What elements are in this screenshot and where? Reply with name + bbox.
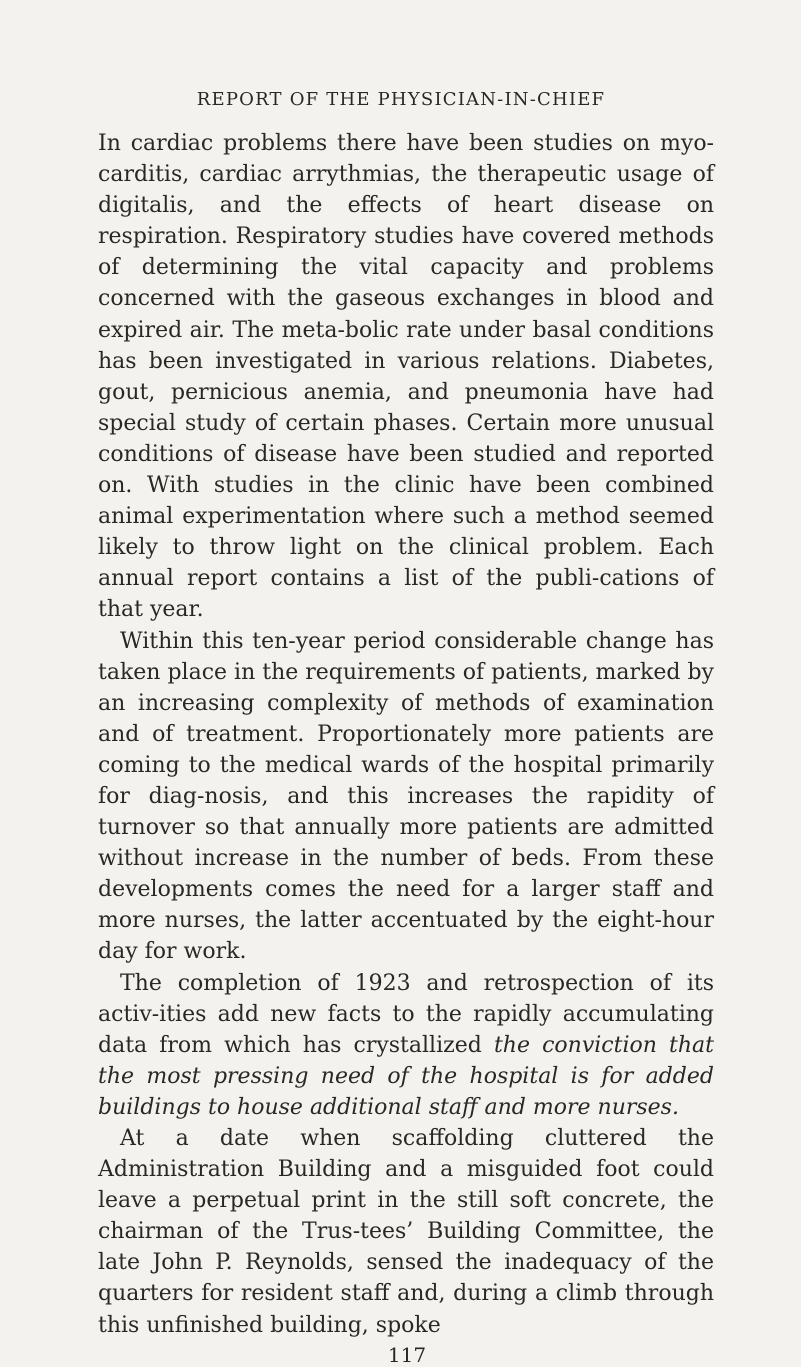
- paragraph: [98, 1123, 714, 1341]
- page-number: 117: [387, 1342, 427, 1367]
- text-segment: The completion of 1923 and retrospection of its activ-ities add new facts to the rapidly accumulating data from which has crystallized: [98, 970, 714, 1058]
- document-page: [98, 85, 714, 1367]
- paragraph: [98, 626, 714, 968]
- text-segment: At a date when scaffolding cluttered the Administration Building and a misguided foot could leave a perpetual print in the still soft concrete, the chairman of the Trus-tees’ Building Committee, the late John P. Reynolds, sensed the inadequacy of the quarters for resident staff and, during a climb through this unfinished building, spoke: [98, 1126, 714, 1338]
- text-segment: Within this ten-year period considerable change has taken place in the requirements of patients, marked by an increasing complexity of methods of examination and of treatment. Proportionately more patients are coming to the medical wards of the hospital primarily for diag-nosis, and this increases the rapidity of turnover so that annually more patients are admitted without increase in the number of beds. From these developments comes the need for a larger staff and more nurses, the latter accentuated by the eight-hour day for work.: [98, 628, 714, 965]
- text-segment: In cardiac problems there have been studies on myo-carditis, cardiac arrythmias, the therapeutic usage of digitalis, and the effects of heart disease on respiration. Respiratory studies have covered methods of determining the vital capacity and problems concerned with the gaseous exchanges in blood and expired air. The meta-bolic rate under basal conditions has been investigated in various relations. Diabetes, gout, pernicious anemia, and pneumonia have had special study of certain phases. Certain more unusual conditions of disease have been studied and reported on. With studies in the clinic have been combined animal experimentation where such a method seemed likely to throw light on the clinical problem. Each annual report contains a list of the publi-cations of that year.: [98, 131, 714, 623]
- italic-emphasis: the conviction that the most pressing need of the hospital is for added buildings to house additional staff and more nurses.: [98, 1032, 715, 1120]
- paragraph: [98, 128, 714, 626]
- body-text: [98, 128, 714, 1341]
- paragraph: [98, 968, 714, 1123]
- running-header: REPORT OF THE PHYSICIAN-IN-CHIEF: [196, 89, 606, 110]
